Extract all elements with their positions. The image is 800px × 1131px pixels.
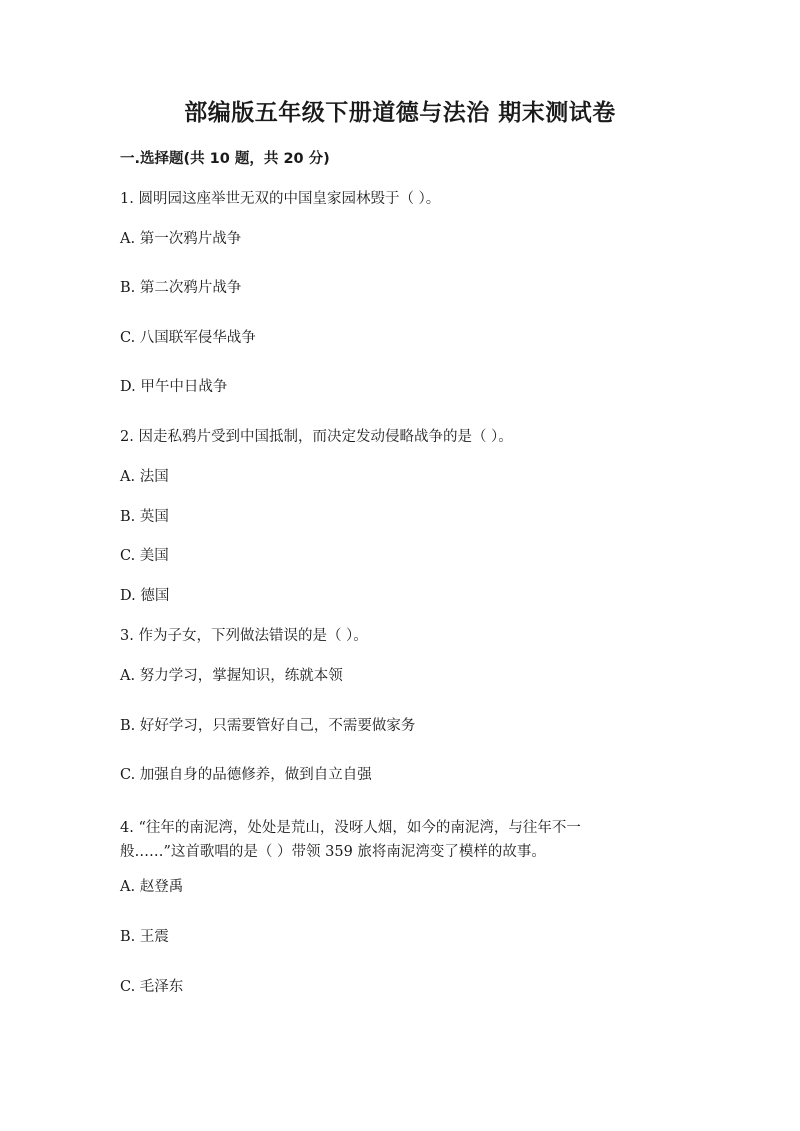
question-4-option-b: B. 王震 <box>120 929 169 945</box>
question-1-option-d: D. 甲午中日战争 <box>120 379 228 395</box>
question-2-option-a: A. 法国 <box>120 469 169 485</box>
question-4-stem-line-2: 般……”这首歌唱的是（ ）带领 359 旅将南泥湾变了模样的故事。 <box>120 844 546 860</box>
question-4-option-a: A. 赵登禹 <box>120 879 184 895</box>
question-3-stem: 3. 作为子女，下列做法错误的是（ ）。 <box>120 628 368 644</box>
question-3-option-c: C. 加强自身的品德修养，做到自立自强 <box>120 767 372 783</box>
section-heading: 一.选择题(共 10 题，共 20 分) <box>120 151 330 167</box>
question-4-option-c: C. 毛泽东 <box>120 979 184 995</box>
question-2-option-d: D. 德国 <box>120 588 170 604</box>
page-title: 部编版五年级下册道德与法治 期末测试卷 <box>184 100 616 126</box>
question-4-stem <box>120 816 650 864</box>
question-1-stem: 1. 圆明园这座举世无双的中国皇家园林毁于（ ）。 <box>120 191 441 207</box>
question-2-option-b: B. 英国 <box>120 509 169 525</box>
question-1-option-a: A. 第一次鸦片战争 <box>120 231 242 247</box>
question-3-option-b: B. 好好学习，只需要管好自己，不需要做家务 <box>120 718 416 734</box>
question-4-stem-line-1: 4. “往年的南泥湾，处处是荒山，没呀人烟，如今的南泥湾，与往年不一 <box>120 820 581 836</box>
question-2-stem: 2. 因走私鸦片受到中国抵制，而决定发动侵略战争的是（ ）。 <box>120 429 513 445</box>
question-3-option-a: A. 努力学习，掌握知识，练就本领 <box>120 668 343 684</box>
question-1-option-b: B. 第二次鸦片战争 <box>120 280 242 296</box>
question-2-option-c: C. 美国 <box>120 548 169 564</box>
question-1-option-c: C. 八国联军侵华战争 <box>120 330 256 346</box>
